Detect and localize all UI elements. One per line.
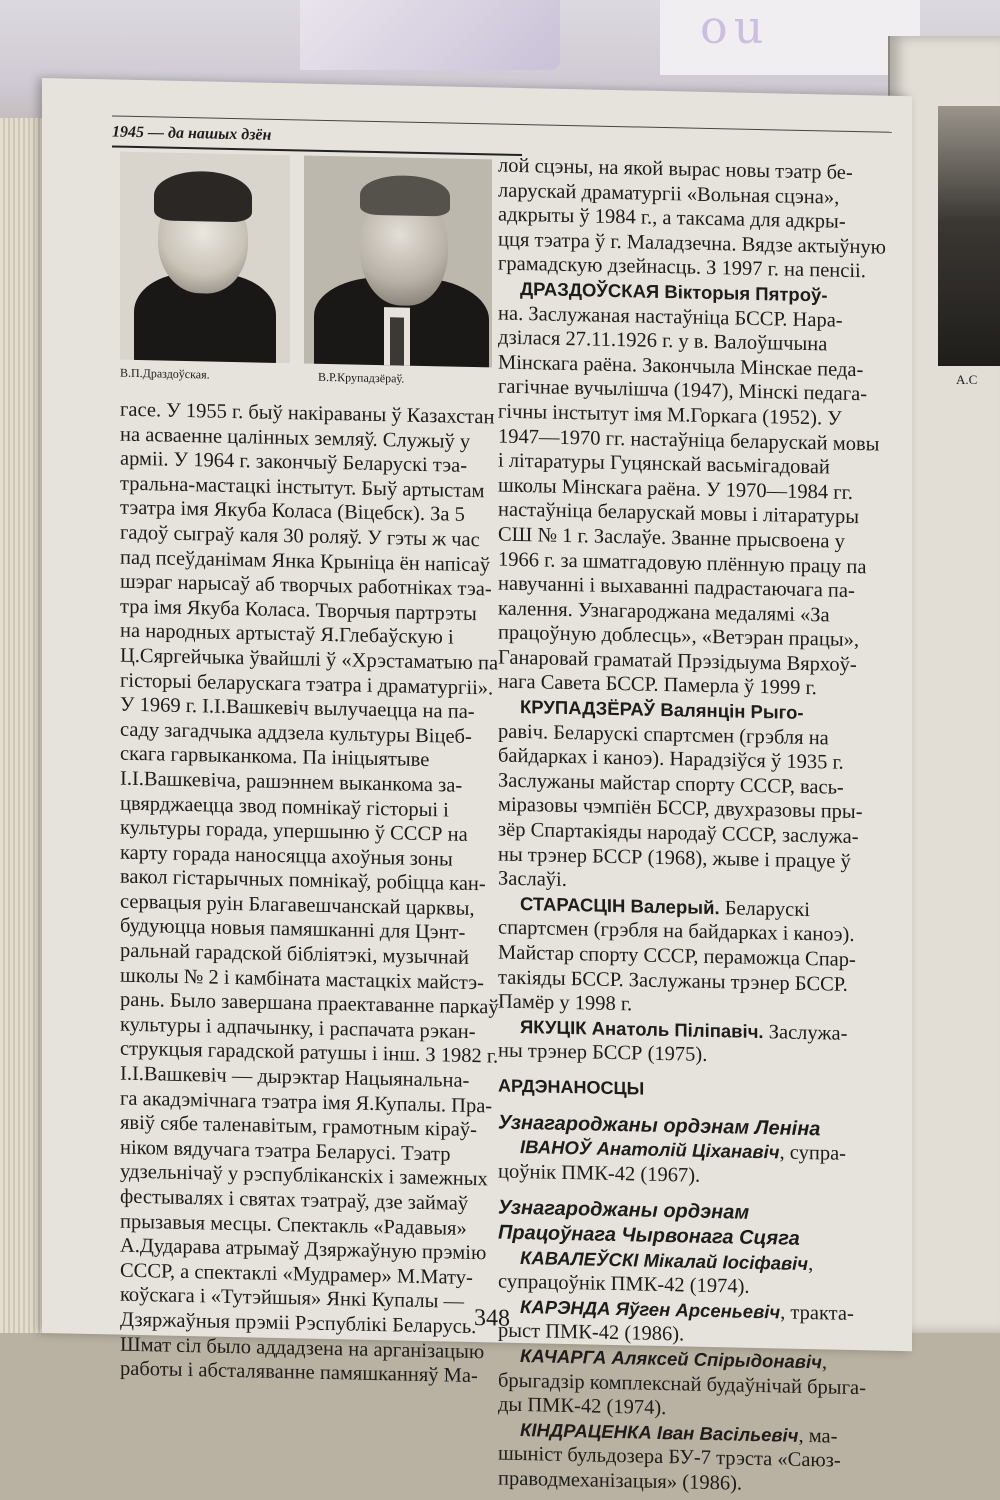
text-line: коўскага і «Тутэйшыя» Янкі Купалы — [120,1284,465,1314]
text-line: фестывалях і святах тэатраў, дзе займаў [120,1185,469,1215]
text-line: шыніст бульдозера БУ-7 трэста «Саюз- [498,1442,841,1473]
text-line: праводмеханізацыя» (1986). [498,1467,743,1495]
entry-text: Заслужа- [763,1020,848,1045]
text-line: брыгадзір комплекснай будаўнічай брыга- [498,1369,866,1399]
decorative-print: ou [660,0,920,75]
text-line: грамадскую дзейнасць. З 1997 г. на пенсіі. [498,252,866,283]
text-line: СШ № 1 г. Заслаўе. Званне прысвоена у [498,523,845,553]
text-line: міразовы чэмпіён БССР, двухразовы пры- [498,793,863,824]
left-text-column [120,398,510,1390]
text-line: явіў сябе таленавітым, грамотным кіраў- [120,1111,477,1142]
text-line: цвярджаецца звод помнікаў гісторыі і [120,792,449,822]
text-line: І.І.Вашкевіча, рашэннем выканкома за- [120,767,463,797]
decorative-card [300,0,560,70]
awardee-text: , [821,1351,828,1374]
awardee-name: КАЧАРГА Аляксей Спірыдонавіч [520,1344,822,1373]
text-line: 1947—1970 гг. настаўніца беларускай мовы [498,425,880,456]
text-line: на асваенне цалінных земляў. Служыў у [120,423,471,453]
text-line: Ганаровай граматай Прэзідыума Вярхоў- [498,646,857,676]
text-line: карту горада наносяцца ахоўныя зоны [120,841,453,871]
text-line: гагічнае вучылішча (1947), Мінскі педага- [498,375,868,406]
text-line: навучанні і выхаванні падрастаючага па- [498,572,855,603]
portrait-drazdouskaya [120,152,290,364]
facing-page-caption: А.С [956,372,978,387]
entry-name: СТАРАСЦІН Валерый. [520,892,720,919]
caption-photo-left: В.П.Драздоўская. [120,365,210,382]
text-line: У 1969 г. І.І.Вашкевіч вылучаецца на па- [120,693,475,724]
text-line: тра імя Якуба Коласа. Творчыя партрэты [120,595,477,625]
text-line: вакол гістарычных помнікаў, робіцца кан- [120,865,486,896]
awardee-name: КІНДРАЦЕНКА Іван Васільевіч [520,1418,799,1446]
facing-page-photo [938,106,1000,366]
text-line: Майстар спорту СССР, пераможца Спар- [498,941,856,972]
entry-name: КРУПАДЗЁРАЎ Валянцін Рыго- [520,696,804,724]
text-line: культуры горада, упершыню ў СССР на [120,816,468,847]
text-line: і літаратуры Гуцянскай васьмігадовай [498,449,830,479]
text-line: 1966 г. за шматгадовую плённую працу па [498,548,867,578]
text-line: адкрыты ў 1984 г., а такcама для адкры- [498,203,846,234]
text-line: Заслаўі. [498,867,567,892]
award-heading: Узнагароджаны ордэнам Леніна [498,1111,821,1140]
portrait-krupadzerau [304,155,492,367]
text-line: на народных артыстаў Я.Глебаўскую і [120,619,454,649]
text-line: будуюцца новыя памяшканні для Цэнт- [120,915,466,945]
text-line: Дзяржаўныя прэміі Рэспублікі Беларусь. [120,1308,477,1339]
text-line: саду загадчыка аддзела культуры Віцеб- [120,718,472,748]
text-line: рань. Было завершана праектаванне паркаў [120,988,499,1019]
text-line: ны трэнер БССР (1975). [498,1039,708,1067]
right-text-column [498,154,908,1500]
text-line: ны трэнер БССР (1968), жыве і працуе ў [498,843,851,873]
text-line: Мінскага раёна. Закончыла Мінскае педа- [498,351,864,381]
text-line: такіяды БССР. Заслужаны трэнер БССР. [498,966,848,996]
text-line: ніком вядучага тэатра Беларусі. Тэатр [120,1136,451,1166]
text-line: шэраг нарысаў аб творчых работніках тэа- [120,570,492,601]
text-line: цця тэатра ў г. Маладзечна. Вядзе актыўную [498,228,886,259]
text-line: настаўніца беларускай мовы і літаратуры [498,498,859,529]
text-line: цоўнік ПМК-42 (1967). [498,1160,701,1187]
text-line: Заслужаны майстар спорту СССР, вась- [498,769,844,799]
text-line: байдарках і каноэ). Нарадзіўся ў 1935 г. [498,744,844,775]
text-line: га акадэмічнага тэатра імя Я.Купалы. Пра- [120,1087,493,1118]
text-line: лой сцэны, на якой вырас новы тэатр бе- [498,154,853,184]
text-line: тральна-мастацкі інстытут. Быў артыстам [120,472,485,503]
text-line: прызавыя месцы. Спектакль «Радавыя» [120,1210,467,1240]
text-line: пад псеўданімам Янка Крыніца ён напісаў [120,546,490,576]
text-line: на. Заслужаная настаўніца БССР. Нара- [498,302,843,332]
awardee-text: , ма- [798,1424,838,1448]
text-line: І.І.Вашкевіч — дырэктар Нацыянальна- [120,1062,470,1092]
awardee-name: КАВАЛЕЎСКІ Мікалай Іосіфавіч [520,1246,809,1274]
text-line: гасе. У 1955 г. быў накіраваны ў Казахстан [120,398,495,429]
text-line: струкцыя гарадской ратушы і інш. З 1982 г. [120,1038,499,1068]
award-heading: Узнагароджаны ордэнам [498,1196,750,1225]
text-line: гісторыі беларускага тэатра і драматургіі». [120,669,494,699]
text-line: СССР, а спектаклі «Мудрамер» М.Мату- [120,1259,473,1289]
text-line: сервацыя руін Благавешчанскай царквы, [120,890,475,920]
text-line: гадоў сыграў каля 30 роляў. У гэты ж час [120,521,480,552]
text-line: арміі. У 1964 г. закончыў Беларускі тэа- [120,447,468,478]
entry-text: Беларускі [719,897,810,921]
text-line: ды ПМК-42 (1974). [498,1393,667,1420]
text-line: тэатра імя Якуба Коласа (Віцебск). За 5 [120,497,465,527]
entry-name: ДРАЗДОЎСКАЯ Вікторыя Пятроў- [520,277,828,306]
award-heading: Працоўнага Чырвонага Сцяга [498,1221,800,1250]
text-line: супрацоўнік ПМК-42 (1974). [498,1270,750,1298]
text-line: А.Дударава атрымаў Дзяржаўную прэмію [120,1234,487,1265]
text-line: школы № 2 і камбіната мастацкіх майстэ- [120,964,484,994]
awardee-text: , [808,1252,814,1275]
book-page [42,78,912,1495]
text-line: ральнай гарадской бібліятэкі, музычнай [120,939,469,970]
awardee-name: ІВАНОЎ Анатолій Ціханавіч [520,1136,780,1163]
entry-name: ЯКУЦІК Анатоль Піліпавіч. [520,1015,764,1042]
text-line: зёр Спартакіяды народаў СССР, заслужа- [498,818,859,849]
text-line: Шмат сіл было аддадзена на арганізацыю [120,1333,485,1363]
text-line: скага гарвыканкома. Па ініцыятыве [120,742,430,772]
text-line: работы і абсталяванне памяшканняў Ма- [120,1357,478,1388]
running-head: 1945 — да нашых дзён [112,123,522,156]
text-line: калення. Узнагароджана медалямі «За [498,597,830,627]
text-line: культуры і адпачынку, і распачата рэкан- [120,1013,476,1043]
text-line: нага Савета БССР. Памерла ў 1999 г. [498,671,817,700]
text-line: гічны інстытут імя М.Горкага (1952). У [498,400,842,430]
text-line: школы Мінскага раёна. У 1970—1984 гг. [498,474,853,504]
caption-photo-right: В.Р.Крупадзёраў. [318,369,405,386]
awardee-name: КАРЭНДА Яўген Арсеньевіч [520,1295,781,1323]
page-number: 348 [474,1305,510,1332]
text-line: дзілася 27.11.1926 г. у в. Валоўшчына [498,326,828,356]
text-line: ларускай драматургіі «Вольная сцэна», [498,179,840,209]
section-title: АРДЭНАНОСЦЫ [498,1075,645,1099]
text-line: равіч. Беларускі спартсмен (грэбля на [498,720,829,750]
text-line: Ц.Сяргейчыка ўвайшлі ў «Хрэстаматыю па [120,644,499,675]
text-line: удзельнічаў у рэспубліканскіх і замежных [120,1161,488,1191]
text-line: рыст ПМК-42 (1986). [498,1319,685,1346]
text-line: працоўную доблесць», «Ветэран працы», [498,621,859,652]
text-line: спартсмен (грэбля на байдарках і каноэ). [498,916,855,947]
text-line: Памёр у 1998 г. [498,990,633,1016]
awardee-text: , супра- [779,1141,846,1165]
awardee-text: , тракта- [780,1301,854,1325]
